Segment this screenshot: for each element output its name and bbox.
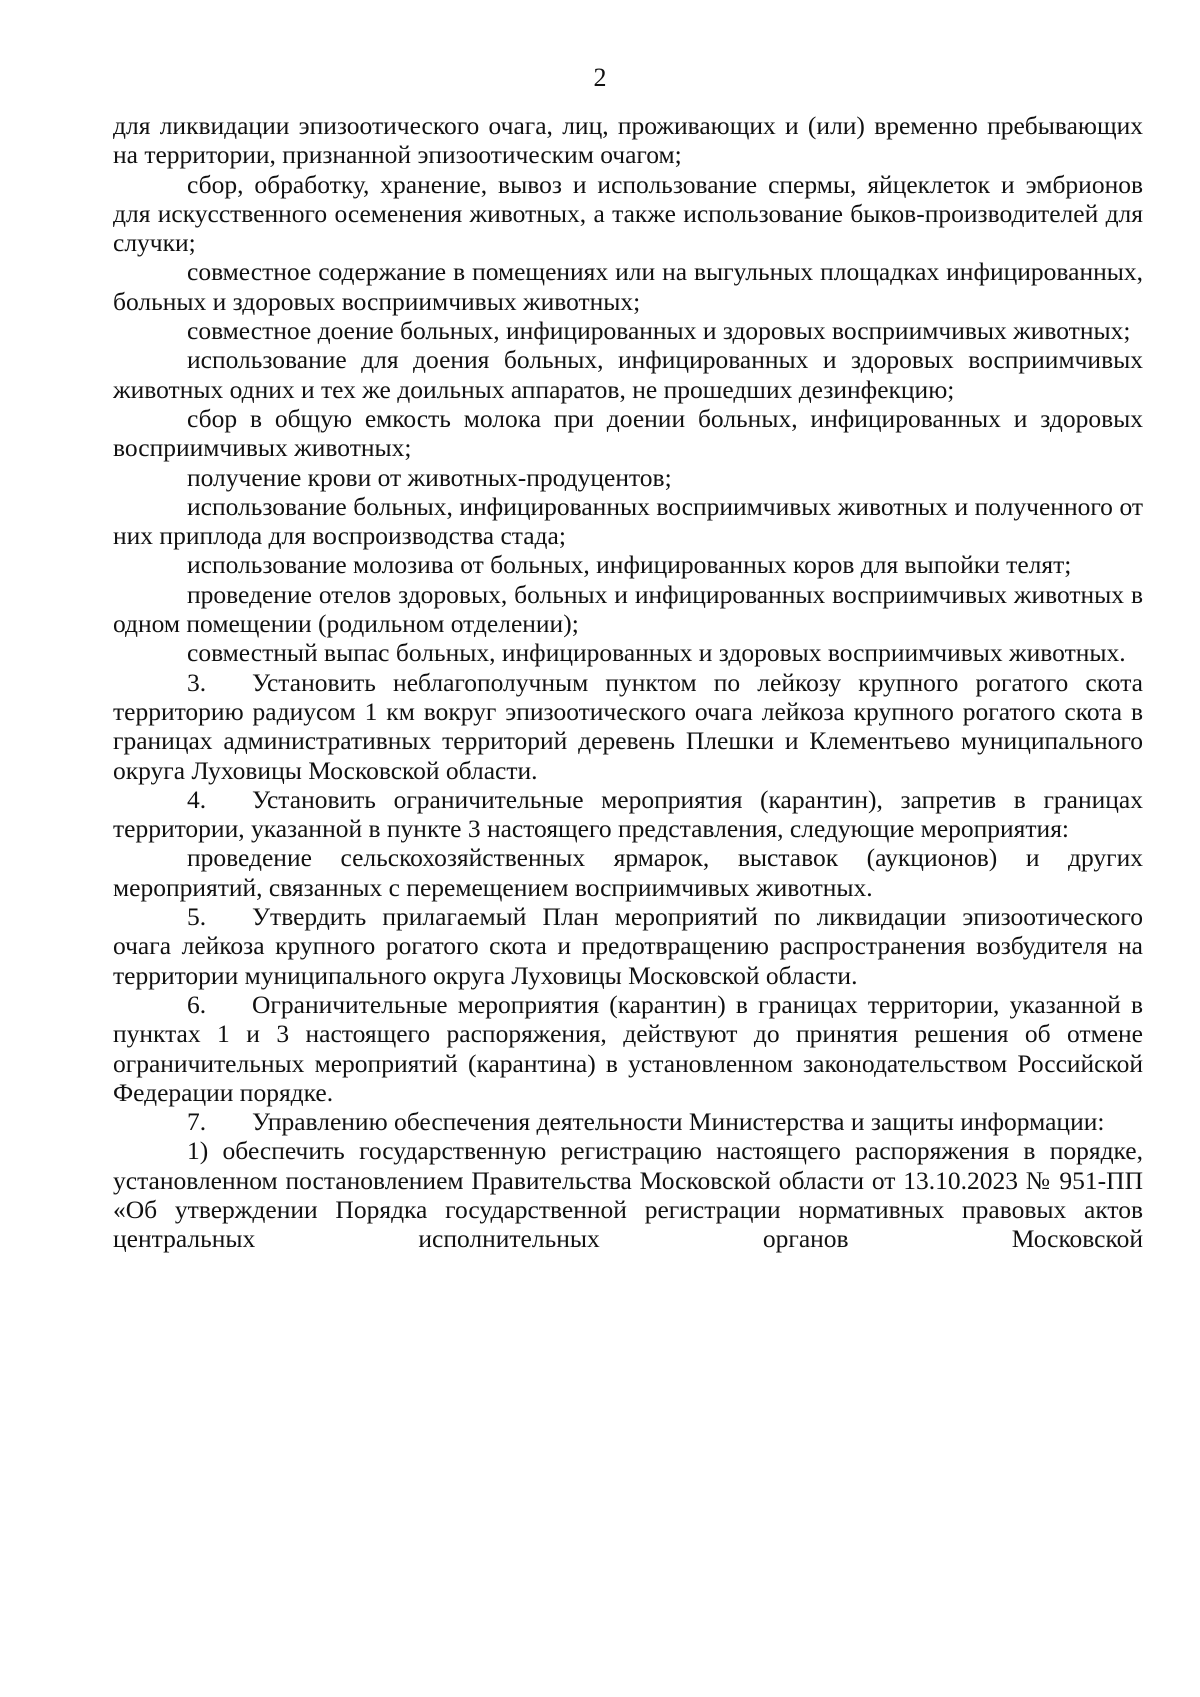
- paragraph: сбор в общую емкость молока при доении больных, инфицированных и здоровых восприимчивых животных;: [113, 403, 1143, 463]
- paragraph: 1) обеспечить государственную регистрацию настоящего распоряжения в порядке, установленном постановлением Правительства Московской области от 13.10.2023 № 951-ПП «Об утверждении Порядка государственной регистрации нормативных правовых актов центральных исполнительных органов Московской: [113, 1136, 1143, 1254]
- paragraph-number: 6.: [187, 989, 207, 1019]
- paragraph-number: 7.: [187, 1107, 207, 1137]
- paragraph-number: 4.: [187, 784, 207, 814]
- page-number: 2: [593, 63, 607, 92]
- paragraph: для ликвидации эпизоотического очага, лиц, проживающих и (или) временно пребывающих на территории, признанной эпизоотическим очагом;: [113, 111, 1143, 170]
- paragraph: использование больных, инфицированных восприимчивых животных и полученного от них приплода для воспроизводства стада;: [113, 491, 1143, 551]
- document-body: [113, 111, 1143, 1254]
- paragraph: сбор, обработку, хранение, вывоз и использование спермы, яйцеклеток и эмбрионов для искусственного осеменения животных, а также использование быков-производителей для случки;: [113, 169, 1143, 258]
- paragraph-number: 3.: [187, 667, 207, 697]
- numbered-paragraph: [113, 902, 1143, 990]
- paragraph: совместное доение больных, инфицированных и здоровых восприимчивых животных;: [187, 316, 1131, 346]
- numbered-paragraph: [113, 1107, 1143, 1136]
- paragraph-text: Установить ограничительные мероприятия (карантин), запретив в границах территории, указанной в пункте 3 настоящего представления, следующие мероприятия:: [113, 784, 1143, 844]
- paragraph-number: 5.: [187, 902, 207, 932]
- numbered-paragraph: [113, 990, 1143, 1107]
- paragraph: совместное содержание в помещениях или на выгульных площадках инфицированных, больных и здоровых восприимчивых животных;: [113, 257, 1143, 316]
- paragraph-text: Ограничительные мероприятия (карантин) в границах территории, указанной в пунктах 1 и 3 настоящего распоряжения, действуют до принятия решения об отмене ограничительных мероприятий (карантина) в установленном законодательством Российской Федерации порядке.: [113, 989, 1143, 1107]
- paragraph-text: Управлению обеспечения деятельности Министерства и защиты информации:: [252, 1107, 1105, 1137]
- paragraph: совместный выпас больных, инфицированных и здоровых восприимчивых животных.: [187, 638, 1126, 668]
- paragraph: использование для доения больных, инфицированных и здоровых восприимчивых животных одних и тех же доильных аппаратов, не прошедших дезинфекцию;: [113, 345, 1143, 404]
- paragraph-text: Установить неблагополучным пунктом по лейкозу крупного рогатого скота территорию радиусом 1 км вокруг эпизоотического очага лейкоза крупного рогатого скота в границах административных территорий деревень Плешки и Клементьево муниципального округа Луховицы Московской области.: [113, 667, 1143, 785]
- numbered-paragraph: [113, 668, 1143, 785]
- paragraph: использование молозива от больных, инфицированных коров для выпойки телят;: [187, 550, 1072, 580]
- paragraph-text: Утвердить прилагаемый План мероприятий по ликвидации эпизоотического очага лейкоза крупного рогатого скота и предотвращению распространения возбудителя на территории муниципального округа Луховицы Московской области.: [113, 902, 1143, 990]
- numbered-paragraph: [113, 785, 1143, 844]
- paragraph: проведение сельскохозяйственных ярмарок, выставок (аукционов) и других мероприятий, связанных с перемещением восприимчивых животных.: [113, 843, 1143, 902]
- paragraph: проведение отелов здоровых, больных и инфицированных восприимчивых животных в одном помещении (родильном отделении);: [113, 579, 1143, 639]
- paragraph: получение крови от животных-продуцентов;: [187, 462, 672, 492]
